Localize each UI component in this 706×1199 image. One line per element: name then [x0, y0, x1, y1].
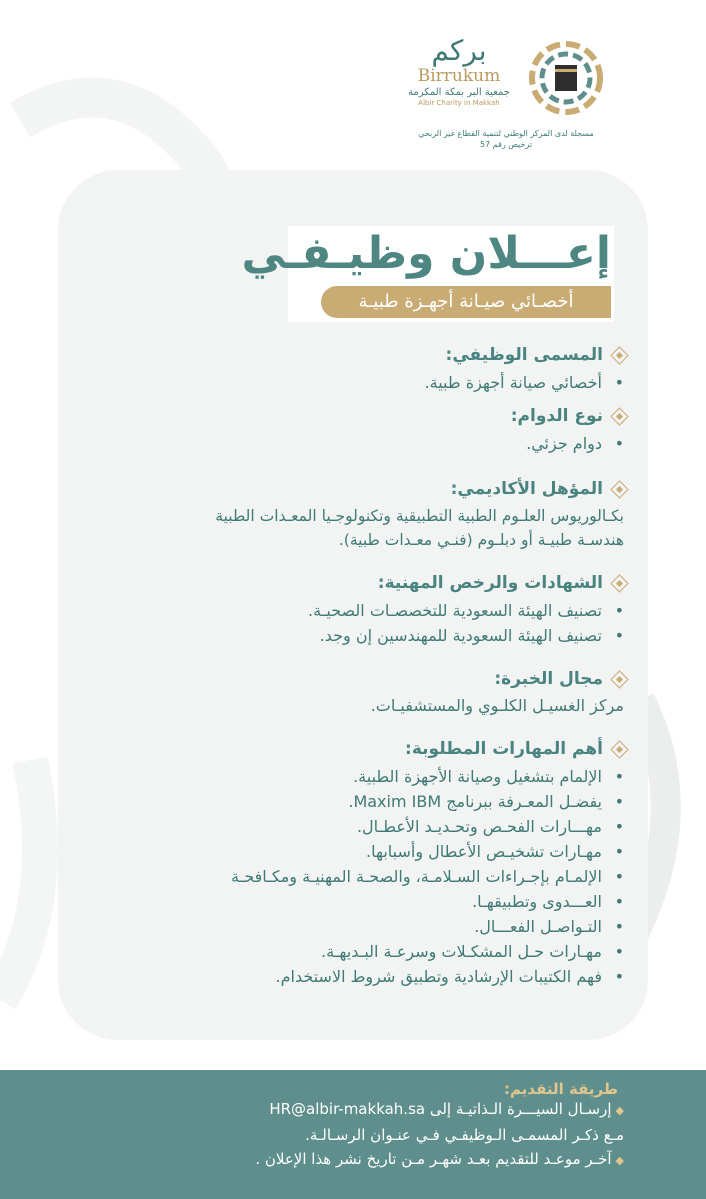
footer-line-deadline: [255, 1150, 624, 1168]
section-qualification: [68, 474, 628, 552]
kaaba-emblem-icon: [526, 38, 606, 118]
license-line-1: مسجلة لدى المركز الوطني لتنمية القطاع غير الربحي: [418, 129, 594, 138]
list-item: • تصنيف الهيئة السعودية للتخصصـات الصحيـة.: [68, 598, 602, 623]
section-certificates: [68, 568, 628, 648]
text-line: مركز الغسيـل الكلـوي والمستشفيـات.: [370, 696, 624, 715]
diamond-bullet-icon: ◆: [615, 1104, 624, 1117]
list-item: • دوام جزئي.: [68, 431, 602, 456]
diamond-bullet-icon: ◆: [615, 1154, 624, 1167]
diamond-bullet-icon: [610, 670, 628, 688]
section-heading: نوع الدوام:: [510, 406, 603, 426]
section-experience: [68, 664, 628, 718]
footer-text: مـع ذكـر المسمـى الـوظيفـي فـي عنـوان الرسـالـة.: [305, 1126, 624, 1144]
logo-arabic-subtitle: جمعية البر بمكة المكرمة: [408, 87, 510, 98]
job-subtitle-banner: أخصـائي صيـانة أجهـزة طبيـة: [321, 286, 611, 318]
section-job-title: [68, 340, 628, 395]
section-skills: [68, 734, 628, 989]
footer-line-email: [269, 1100, 624, 1118]
footer-text: آخـر موعـد للتقديم بعـد شهـر مـن تاريخ نشر هذا الإعلان .: [255, 1150, 612, 1168]
list-item: • مهـارات حـل المشكـلات وسرعـة البـديهـة.: [68, 939, 602, 964]
list-item: • مهـــارات الفحـص وتحـديـد الأعطـال.: [68, 814, 602, 839]
section-heading: المسمى الوظيفي:: [445, 345, 603, 365]
section-heading: المؤهل الأكاديمي:: [450, 479, 603, 499]
footer-line-subject: [305, 1126, 624, 1144]
section-heading: أهم المهارات المطلوبة:: [405, 739, 603, 759]
diamond-bullet-icon: [610, 346, 628, 364]
section-work-type: [68, 401, 628, 456]
footer-text: إرسـال السيـــرة الـذاتيـة إلى HR@albir-makkah.sa: [269, 1100, 612, 1118]
diamond-bullet-icon: [610, 740, 628, 758]
list-item: • الإلمـام بإجـراءات السـلامـة، والصحـة المهنيـة ومكـافحـة: [68, 864, 602, 889]
logo-arabic-name: بركم: [431, 34, 487, 67]
list-item: • الإلمام بتشغيل وصيانة الأجهزة الطبية.: [68, 764, 602, 789]
list-item: • مهـارات تشخيـص الأعطال وأسبابها.: [68, 839, 602, 864]
list-item: • التـواصـل الفعـــال.: [68, 914, 602, 939]
page-title: إعـــلان وظيـفـي: [241, 228, 611, 279]
section-heading: الشهادات والرخص المهنية:: [377, 573, 603, 593]
footer-heading: طريقة التقديم:: [504, 1080, 618, 1098]
apply-footer: [0, 1070, 706, 1199]
job-details: [68, 340, 628, 989]
list-item: • يفضـل المعـرفة ببرنامج Maxim IBM.: [68, 789, 602, 814]
list-item: • فهم الكتيبات الإرشادية وتطبيق شروط الاستخدام.: [68, 964, 602, 989]
list-item: • أخصائي صيانة أجهزة طبية.: [68, 370, 602, 395]
list-item: • تصنيف الهيئة السعودية للمهندسين إن وجد.: [68, 623, 602, 648]
license-note: [406, 128, 606, 150]
license-line-2: ترخيص رقم 57: [479, 140, 533, 149]
section-heading: مجال الخبرة:: [494, 669, 603, 689]
text-line: هندسـة طبيـة أو دبلـوم (فنـي معـدات طبية).: [338, 531, 624, 549]
list-item: • العـــدوى وتطبيقهـا.: [68, 889, 602, 914]
logo-english-name: Birrukum: [417, 66, 501, 86]
logo-english-subtitle: Albir Charity in Makkah: [418, 99, 500, 107]
diamond-bullet-icon: [610, 407, 628, 425]
text-line: بكـالوريوس العلـوم الطبية التطبيقية وتكنولوجـيا المعـدات الطبية: [215, 507, 624, 525]
diamond-bullet-icon: [610, 574, 628, 592]
diamond-bullet-icon: [610, 480, 628, 498]
